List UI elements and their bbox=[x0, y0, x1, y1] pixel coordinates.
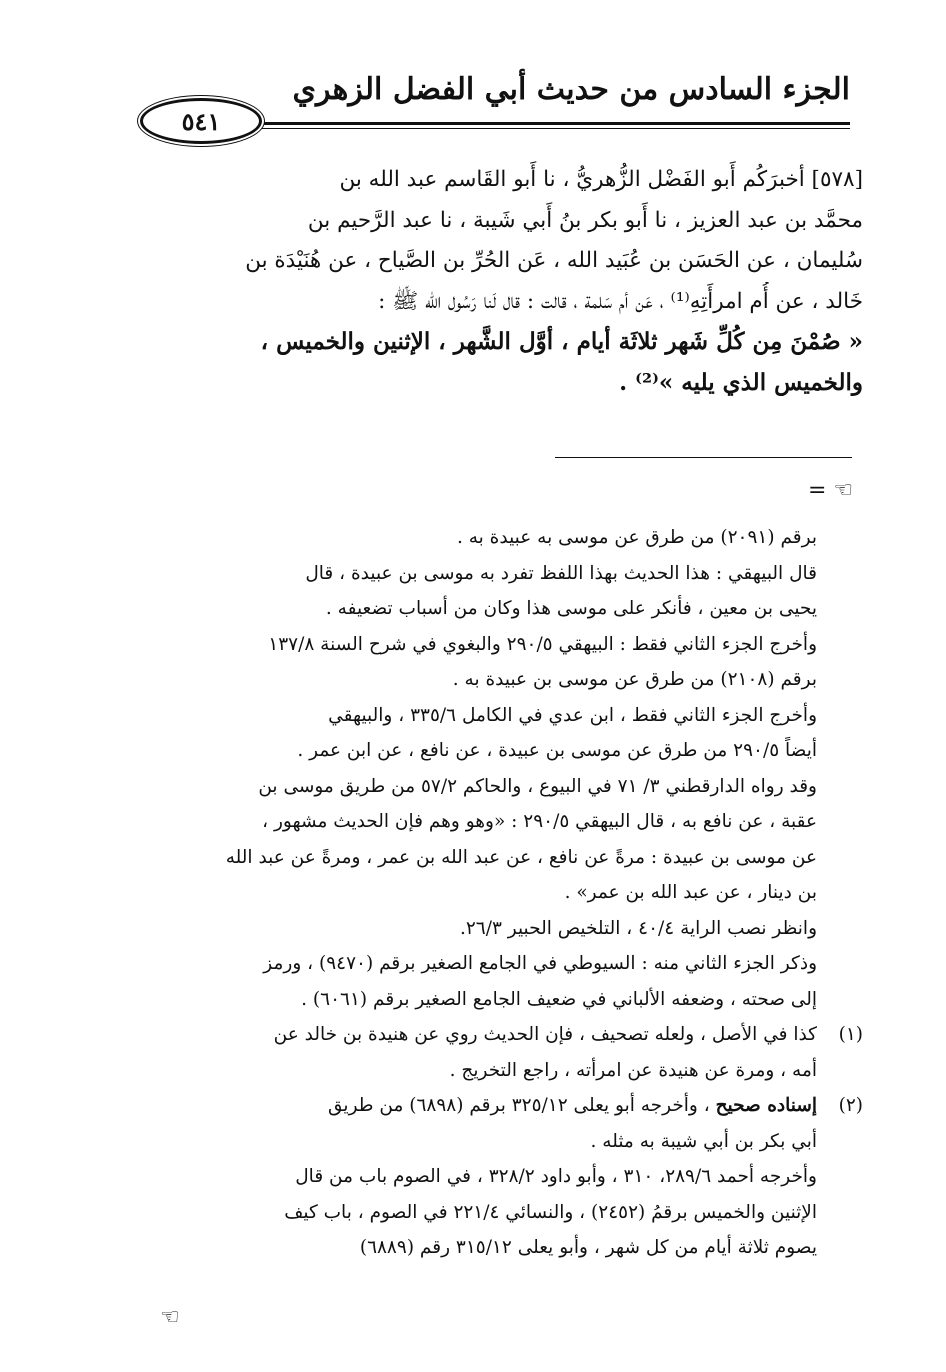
text-line: [٥٧٨] أخبرَكُم أَبو الفَضْل الزُّهريُّ ، نا أَبو القَاسم عبد الله بن bbox=[339, 167, 863, 192]
footnote-2 bbox=[150, 1088, 863, 1124]
hadith-matn-line: « صُمْنَ مِن كُلِّ شَهر ثلاثَة أيام ، أوَّل الشَّهر ، الإثنين والخميس ، bbox=[260, 328, 863, 355]
note-line: أبي بكر بن أبي شيبة به مثله . bbox=[590, 1130, 817, 1152]
running-header bbox=[130, 70, 850, 140]
note-line: أيضاً ٢٩٠/٥ من طرق عن موسى بن عبيدة ، عن نافع ، عن ابن عمر . bbox=[297, 740, 817, 761]
note-line: وأخرجه أحمد ٢٨٩/٦، ٣١٠ ، وأبو داود ٣٢٨/٢ ، في الصوم باب من قال bbox=[295, 1166, 817, 1187]
note-line: إلى صحته ، وضعفه الألباني في ضعيف الجامع الصغير برقم (٦٠٦١) . bbox=[301, 988, 817, 1010]
note-line: الإثنين والخميس برقمُ (٢٤٥٢) ، والنسائي ٢٢١/٤ في الصوم ، باب كيف bbox=[284, 1201, 817, 1223]
hadith-matn-line: والخميس الذي يليه »⁽²⁾ . bbox=[619, 368, 863, 396]
note-line: بن دينار ، عن عبد الله بن عمر» . bbox=[564, 882, 817, 903]
header-title: الجزء السادس من حديث أبي الفضل الزهري bbox=[292, 72, 850, 107]
note-line: وقد رواه الدارقطني ٣/ ٧١ في البيوع ، والحاكم ٥٧/٢ من طريق موسى بن bbox=[258, 775, 817, 797]
continuation-marker: = ☜ bbox=[808, 478, 854, 503]
note-line: برقم (٢٠٩١) من طرق عن موسى به عبيدة به . bbox=[456, 527, 817, 548]
footnote-number: (١) bbox=[838, 1024, 863, 1045]
note-text: كذا في الأصل ، ولعله تصحيف ، فإن الحديث روي عن هنيدة بن خالد عن bbox=[273, 1024, 817, 1045]
grading-label: إسناده صحيح bbox=[715, 1095, 817, 1116]
footnote-number: (٢) bbox=[838, 1095, 863, 1116]
page-number-badge bbox=[140, 98, 262, 144]
footnotes bbox=[150, 520, 863, 1266]
note-line: عن موسى بن عبيدة : مرةً عن نافع ، عن عبد الله بن عمر ، ومرةً عن عبد الله bbox=[225, 846, 817, 868]
note-text: ، وأخرجه أبو يعلى ٣٢٥/١٢ برقم (٦٨٩٨) من طريق bbox=[328, 1095, 710, 1116]
page-number: ٥٤١ bbox=[181, 106, 221, 136]
note-line: أمه ، ومرة عن هنيدة عن امرأته ، راجع التخريج . bbox=[449, 1059, 817, 1081]
note-line: يحيى بن معين ، فأنكر على موسى هذا وكان من أسباب تضعيفه . bbox=[325, 598, 817, 619]
note-line: عقبة ، عن نافع به ، قال البيهقي ٢٩٠/٥ : «وهو وهم فإن الحديث مشهور ، bbox=[262, 811, 817, 832]
note-line: قال البيهقي : هذا الحديث بهذا اللفظ تفرد به موسى بن عبيدة ، قال bbox=[305, 562, 817, 584]
hadith-text bbox=[145, 160, 863, 403]
continuation-icon: ☜ bbox=[160, 1305, 180, 1330]
note-line: وأخرج الجزء الثاني فقط : البيهقي ٢٩٠/٥ والبغوي في شرح السنة ١٣٧/٨ bbox=[268, 633, 817, 655]
note-line: يصوم ثلاثة أيام من كل شهر ، وأبو يعلى ٣١٥/١٢ رقم (٦٨٨٩) bbox=[359, 1237, 817, 1258]
text-line: محمَّد بن عبد العزيز ، نا أَبو بكر بنُ أَبي شَيبة ، نا عبد الرَّحيم بن bbox=[307, 207, 863, 233]
note-line: وأخرج الجزء الثاني فقط ، ابن عدي في الكامل ٣٣٥/٦ ، والبيهقي bbox=[328, 704, 817, 726]
footnote-1 bbox=[150, 1017, 863, 1053]
note-line: برقم (٢١٠٨) من طرق عن موسى بن عبيدة به . bbox=[452, 669, 817, 690]
note-line: وذكر الجزء الثاني منه : السيوطي في الجامع الصغير برقم (٩٤٧٠) ، ورمز bbox=[263, 953, 817, 974]
text-line: سُليمان ، عن الحَسَن بن عُبَيد الله ، عَن الحُرِّ بن الصَّياح ، عن هُنَيْدَة بن bbox=[245, 248, 863, 273]
text-line: خَالد ، عن أُم امرأَتِهِ⁽¹⁾ ، عَن أم سَلمة ، قالت : قال لَنا رَسُول الله ﷺ : bbox=[378, 288, 863, 314]
note-line: وانظر نصب الراية ٤٠/٤ ، التلخيص الحبير ٢٦/٣. bbox=[459, 917, 817, 939]
footnote-divider bbox=[555, 457, 852, 458]
